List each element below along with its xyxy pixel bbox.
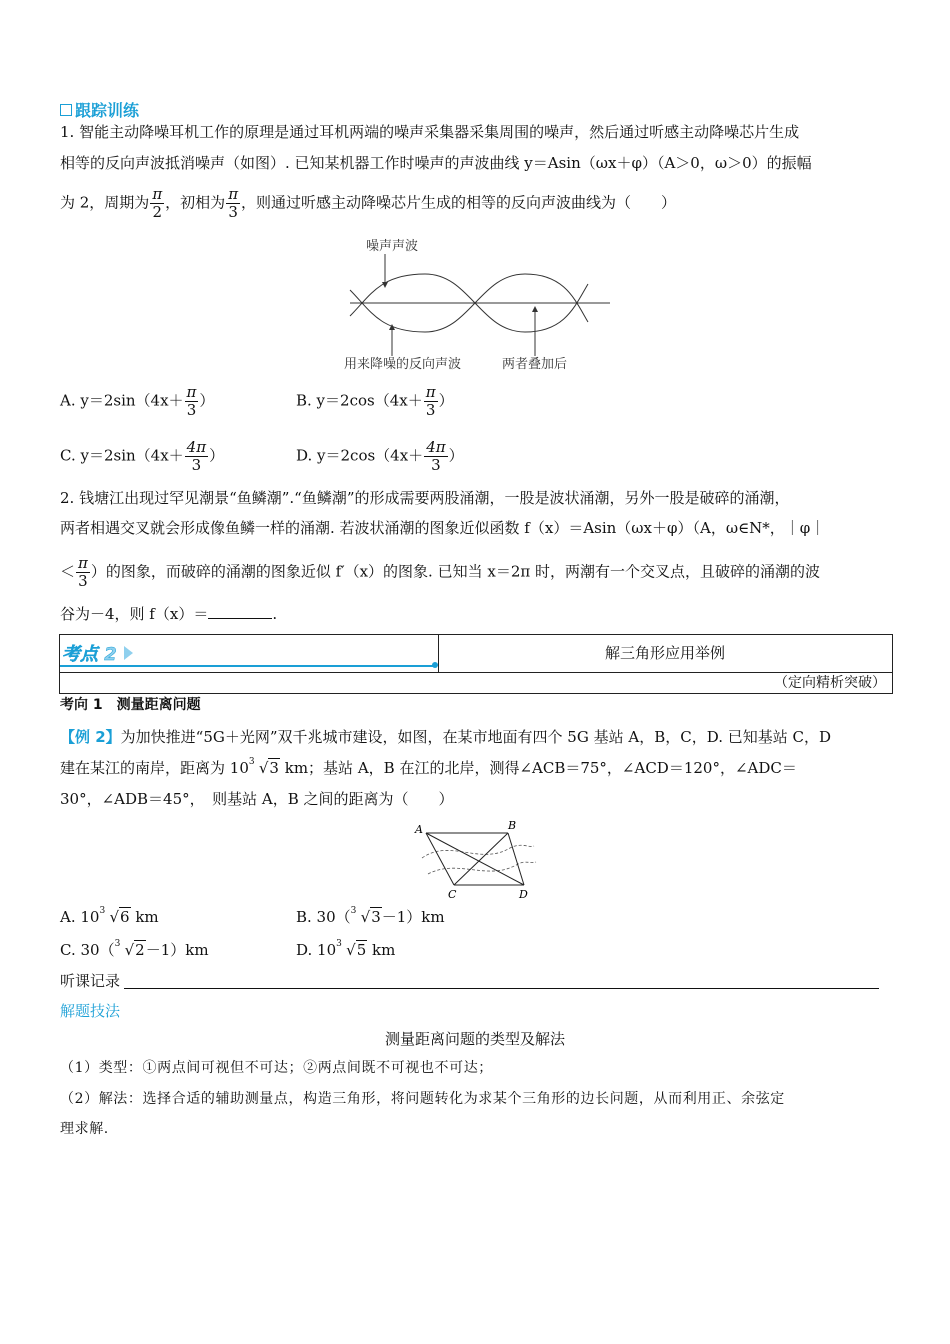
- sqrt-3: 3 √3: [249, 757, 280, 779]
- ex2-option-d[interactable]: D. 10 3 √5 km: [296, 939, 395, 961]
- sqrt-2: 3 √2: [115, 939, 146, 961]
- option-d-fraction: $\frac{4\pi}{3}$: [426, 438, 446, 474]
- q2-fraction: $\frac{\pi}{3}$: [78, 554, 88, 590]
- method-item-1: （1）类型：①两点间可视但不可达；②两点间既不可视也不可达；: [60, 1060, 493, 1076]
- kaodian-label: 考点 2: [62, 644, 117, 665]
- answer-blank[interactable]: [208, 604, 272, 619]
- edge-bd: [508, 833, 524, 885]
- sqrt-3-b: 3 √3: [351, 906, 382, 928]
- kaodian-title: 解三角形应用举例: [604, 644, 725, 662]
- kaodian-header-table: [59, 634, 893, 694]
- record-label: 听课记录: [60, 972, 121, 990]
- option-b-fraction: $\frac{\pi}{3}$: [425, 383, 436, 419]
- method-label: 解题技法: [60, 1002, 121, 1020]
- arrow-sum-head-icon: [532, 306, 538, 312]
- section-title: 跟踪训练: [60, 98, 139, 121]
- q1-option-b[interactable]: B. y＝2cos（4x＋ $\frac{\pi}{3}$ ）: [296, 383, 454, 419]
- wave-figure: [330, 232, 630, 382]
- sqrt-index-mark: 3: [99, 906, 106, 916]
- point-a-label: A: [415, 823, 423, 836]
- point-c-label: C: [448, 888, 457, 901]
- method-item-3: 理求解.: [60, 1121, 109, 1137]
- method-item-2: （2）解法：选择合适的辅助测量点，构造三角形，将问题转化为求某个三角形的边长问题，从而利用正、余弦定: [60, 1091, 785, 1107]
- ex2-option-c[interactable]: C. 30（ 3 √2－1）km: [60, 939, 209, 961]
- q1-option-c[interactable]: C. y＝2sin（4x＋ $\frac{4\pi}{3}$ ）: [60, 438, 225, 474]
- ex2-line1: 【例 2】为加快推进“5G＋光网”双千兆城市建设，如图，在某市地面有四个 5G 基站 A，B，C，D. 已知基站 C，D: [60, 728, 832, 746]
- q1-phase-fraction: $\frac{\pi}{3}$: [228, 185, 239, 221]
- q1-period-fraction: $\frac{\pi}{2}$: [152, 185, 163, 221]
- kaodian-row: [60, 635, 892, 673]
- option-c-fraction: $\frac{4\pi}{3}$: [186, 438, 207, 474]
- record-underline[interactable]: [124, 988, 879, 989]
- sqrt-index-mark: 3: [248, 757, 255, 767]
- q1-line3: 为 2，周期为 $\frac{\pi}{2}$ ，初相为 $\frac{\pi}{3}$ ，则通过听感主动降噪芯片生成的相等的反向声波曲线为（ ）: [60, 185, 677, 221]
- ex2-option-b[interactable]: B. 30（ 3 √3－1）km: [296, 906, 445, 928]
- q2-line1: 2. 钱塘江出现过罕见潮景“鱼鳞潮”.“鱼鳞潮”的形成需要两股涌潮，一股是波状涌潮，另外一股是破碎的涌潮，: [60, 489, 790, 507]
- q2-line4: 谷为－4，则 f（x）＝ .: [60, 605, 278, 623]
- point-b-label: B: [508, 819, 517, 832]
- ex2-line2: 建在某江的南岸，距离为 10 3 √3 km；基站 A，B 在江的北岸，测得∠ACB＝75°，∠ACD＝120°，∠ADC＝: [60, 757, 797, 779]
- q2-line3: ＜ $\frac{\pi}{3}$ ）的图象，而破碎的涌潮的图象近似 f′（x）的图象. 已知当 x＝2π 时，两潮有一个交叉点，且破碎的涌潮的波: [60, 554, 820, 590]
- edge-bc: [454, 833, 508, 885]
- sqrt-index-mark: 3: [350, 906, 357, 916]
- q1-line2: 相等的反向声波抵消噪声（如图）. 已知某机器工作时噪声的声波曲线 y＝Asin（ωx＋φ）（A＞0，ω＞0）的振幅: [60, 154, 812, 172]
- label-reverse: 用来降噪的反向声波: [344, 357, 462, 372]
- kaodian-left-cell: [60, 635, 439, 672]
- edge-ad: [426, 833, 524, 885]
- method-title: 测量距离问题的类型及解法: [384, 1030, 565, 1048]
- label-sum: 两者叠加后: [502, 357, 568, 372]
- ex2-option-a[interactable]: A. 10 3 √6 km: [60, 906, 159, 928]
- sqrt-6: 3 √6: [99, 906, 130, 928]
- kaodian-underline: [60, 665, 436, 667]
- ex2-line3: 30°，∠ADB＝45°， 则基站 A，B 之间的距离为（ ）: [60, 790, 454, 808]
- q1-line1: 1. 智能主动降噪耳机工作的原理是通过耳机两端的噪声采集器采集周围的噪声，然后通过听感主动降噪芯片生成: [60, 123, 800, 141]
- checkbox-square-icon: [60, 104, 72, 116]
- kaodian-subtitle: （定向精析突破）: [774, 675, 886, 691]
- example-tag: 【例 2】: [60, 728, 121, 746]
- play-arrow-icon: [124, 646, 133, 660]
- q1-option-a[interactable]: A. y＝2sin（4x＋ $\frac{\pi}{3}$ ）: [60, 383, 215, 419]
- sqrt-5: 3 √5: [336, 939, 367, 961]
- arrow-noise-head-icon: [382, 282, 388, 288]
- option-a-fraction: $\frac{\pi}{3}$: [186, 383, 197, 419]
- label-noise: 噪声声波: [366, 239, 419, 254]
- kaoxiang-title: 考向 1 测量距离问题: [60, 697, 201, 713]
- point-d-label: D: [519, 888, 528, 901]
- base-station-figure: [410, 818, 540, 906]
- q2-line2: 两者相遇交叉就会形成像鱼鳞一样的涌潮. 若波状涌潮的图象近似函数 f（x）＝Asin（ωx＋φ）（A，ω∈N*，｜φ｜: [60, 519, 826, 537]
- sqrt-index-mark: 3: [114, 939, 121, 949]
- sqrt-index-mark: 3: [336, 939, 342, 949]
- q1-option-d[interactable]: D. y＝2cos（4x＋ $\frac{4\pi}{3}$ ）: [296, 438, 464, 474]
